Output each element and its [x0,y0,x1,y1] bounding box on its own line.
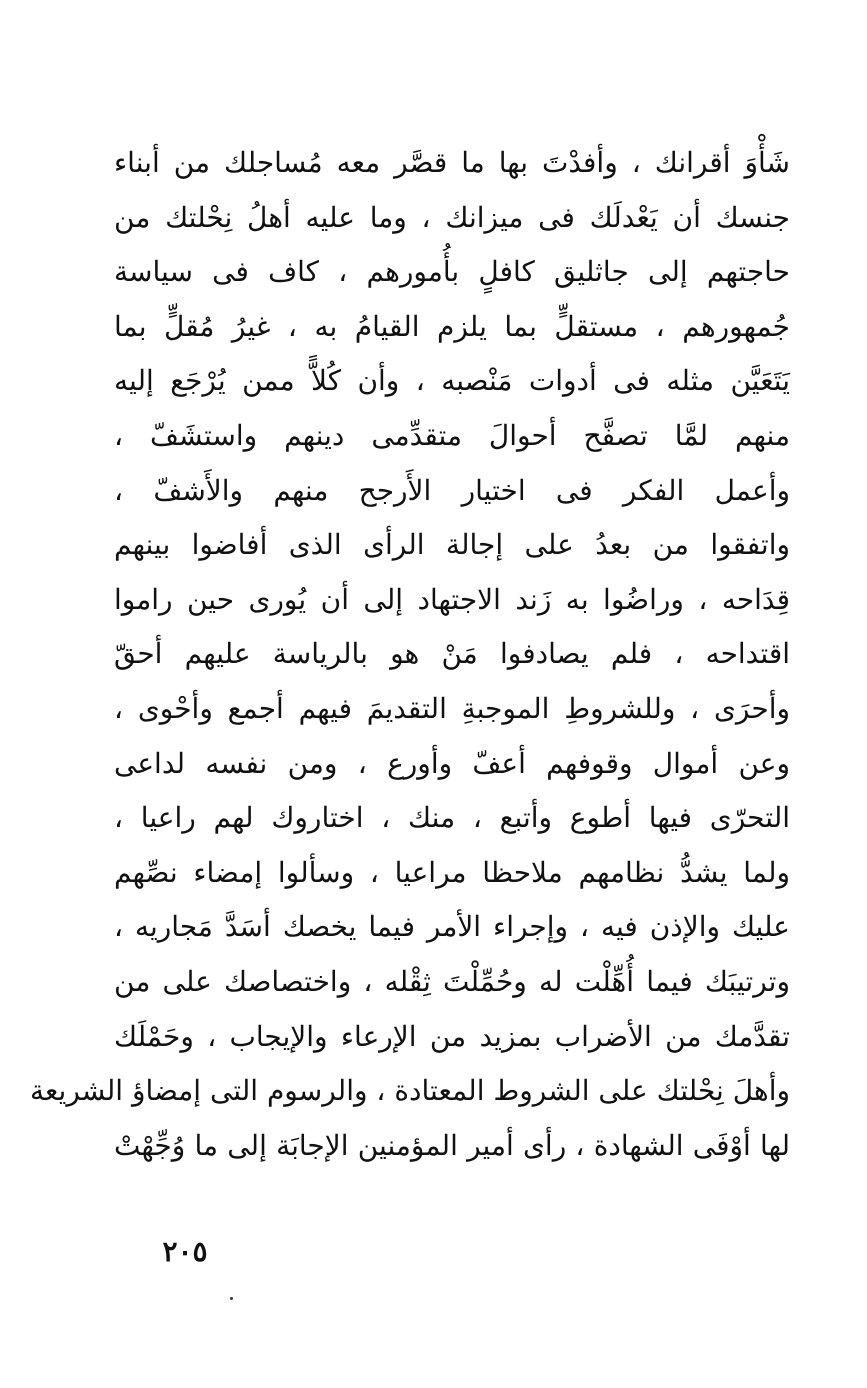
text-line: وترتيبَك فيما أُهِّلْت له وحُمِّلْتَ ثِقْله ، واختصاصك على من [114,964,790,998]
text-line: واتفقوا من بعدُ على إجالة الرأى الذى أفاضوا بينهم [114,528,790,562]
text-line: تقدَّمك من الأضراب بمزيد من الإرعاء والإيجاب ، وحَمْلَك [114,1019,790,1053]
text-line: حاجتهم إلى جاثليق كافلٍ بأُمورهم ، كاف فى سياسة [114,255,790,289]
text-line: قِدَاحه ، وراضُوا به زَند الاجتهاد إلى أن يُورى حين راموا [114,582,790,616]
text-line: شَأْوَ أقرانك ، وأفدْتَ بها ما قصَّر معه مُساجلك من أبناء [114,146,790,179]
text-line: وعن أموال وقوفهم أعفّ وأورع ، ومن نفسه لداعى [114,746,790,780]
text-line: وأحرَى ، وللشروطِ الموجبةِ التقديمَ فيهم أجمع وأحْوى ، [114,691,790,725]
text-line: جنسك أن يَعْدلَك فى ميزانك ، وما عليه أهلُ نِحْلتك من [114,200,790,234]
body-text [30,136,790,1173]
text-line: يَتَعَيَّن مثله فى أدوات مَنْصبه ، وأن كُلاًّ ممن يُرْجَع إليه [114,364,790,398]
ink-speck [230,1297,233,1300]
text-line: جُمهورهم ، مستقلٍّ بما يلزم القيامُ به ، غيرُ مُقلٍّ بما [114,309,790,343]
page-number: ٢٠٥ [162,1235,208,1268]
text-line: اقتداحه ، فلم يصادفوا مَنْ هو بالرياسة عليهم أحقّ [114,637,790,671]
text-line: التحرّى فيها أطوع وأتبع ، منك ، اختاروك لهم راعيا ، [114,801,790,835]
text-line: منهم لمَّا تصفَّح أحوالَ متقدِّمى دينهم واستشَفّ ، [114,418,790,452]
text-line: لها أوْفَى الشهادة ، رأى أمير المؤمنين الإجابَة إلى ما وُجِّهْتْ [114,1128,790,1162]
text-line: ولما يشدُّ نظامهم ملاحظا مراعيا ، وسألوا إمضاء نصِّهم [114,855,790,889]
text-line: وأعمل الفكر فى اختيار الأَرجح منهم والأَشفّ ، [114,473,790,507]
text-line: عليك والإذن فيه ، وإجراء الأمر فيما يخصك أسَدَّ مَجاريه ، [114,910,790,944]
text-line: وأهلَ نِحْلتك على الشروط المعتادة ، والرسوم التى إمضاؤ الشريعة [30,1074,790,1108]
